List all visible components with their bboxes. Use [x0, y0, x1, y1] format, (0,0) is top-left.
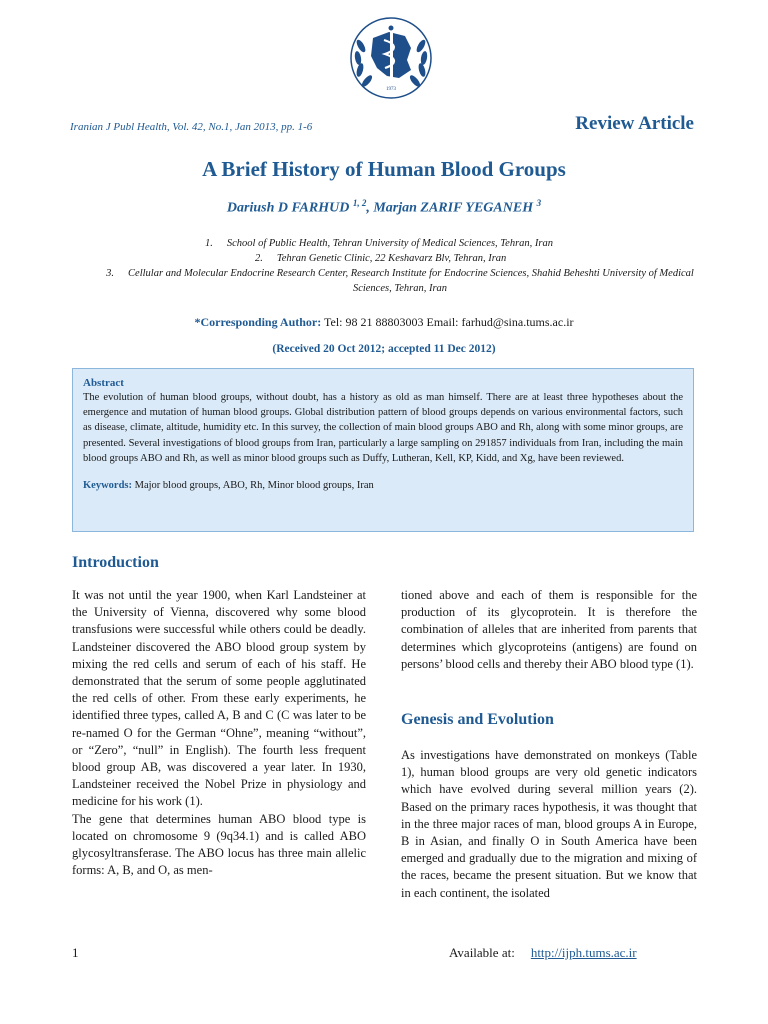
author-affiliation-marker: 3: [536, 198, 542, 208]
affiliation-number: 2.: [255, 253, 263, 264]
keywords-label: Keywords:: [83, 480, 132, 492]
author-separator: ,: [366, 200, 374, 216]
abstract-box: [72, 368, 694, 532]
available-label: Available at:: [449, 945, 515, 960]
journal-url-link[interactable]: http://ijph.tums.ac.ir: [530, 945, 637, 960]
keywords-text: Major blood groups, ABO, Rh, Minor blood groups, Iran: [132, 480, 374, 492]
corresponding-author: [0, 315, 768, 330]
affiliation-text: Tehran Genetic Clinic, 22 Keshavarz Blv, Tehran, Iran: [276, 253, 507, 264]
body-paragraph: The gene that determines human ABO blood type is located on chromosome 9 (9q34.1) and is called ABO glycosyltransferase. The ABO locus has three main allelic forms: A, B, and O, as men-: [72, 811, 366, 878]
body-paragraph: tioned above and each of them is responsible for the production of its glycoprotein. It is therefore the combination of alleles that are inherited from parents that determines which glycoproteins (antigens) are found on persons’ blood cells and thereby their ABO blood type (1).: [401, 588, 697, 671]
corresponding-author-contact: Tel: 98 21 88803003 Email: farhud@sina.tums.ac.ir: [321, 315, 574, 329]
author-name: Marjan ZARIF YEGANEH: [373, 200, 534, 216]
corresponding-author-label: *Corresponding Author:: [194, 315, 322, 329]
abstract-heading: Abstract: [83, 377, 124, 389]
left-column: [72, 587, 366, 879]
affiliation-text: Cellular and Molecular Endocrine Research Center, Research Institute for Endocrine Sciences, Shahid Beheshti University of Medical Sciences, Tehran, Iran: [128, 268, 694, 294]
body-paragraph: It was not until the year 1900, when Karl Landsteiner at the University of Vienna, discovered why some blood transfusions were successful while others could be deadly. Landsteiner discovered the ABO blood group system by mixing the red cells and serum of each of his staff. He demonstrated that the serum of some people agglutinated the red cells of other. From these early experiments, he identified three types, called A, B and C (C was later to be re-named O for the German “Ohne”, meaning “without”, or “Zero”, “null” in English). The fourth less frequent blood group AB, was discovered a year later. In 1930, Landsteiner received the Nobel Prize in physiology and medicine for his work (1).: [72, 588, 366, 809]
received-dates: (Received 20 Oct 2012; accepted 11 Dec 2012): [272, 343, 496, 355]
body-paragraph: As investigations have demonstrated on monkeys (Table 1), human blood groups are very old genetic indicators which have evolved during several million years (2). Based on the primary races hypothesis, it was thought that in the three major races of man, blood groups A in Europe, B in Asian, and finally O in South America have been emerged and gradually due to the migration and mixing of the races, became the present situation. But we know that in each continent, the isolated: [401, 748, 697, 900]
right-column-top: [401, 587, 697, 673]
author-list: [0, 198, 768, 217]
affiliation-item: [255, 251, 506, 266]
svg-text:1973: 1973: [386, 87, 396, 92]
page-number: 1: [72, 945, 79, 960]
right-column-bottom: [401, 747, 697, 902]
affiliation-item: [205, 236, 553, 251]
journal-reference: Iranian J Publ Health, Vol. 42, No.1, Jan 2013, pp. 1-6: [70, 121, 313, 133]
affiliation-text: School of Public Health, Tehran University of Medical Sciences, Tehran, Iran: [226, 238, 554, 249]
affiliation-number: 1.: [205, 238, 213, 249]
article-type-label: Review Article: [575, 113, 694, 134]
section-heading-genesis: Genesis and Evolution: [401, 711, 554, 728]
keywords: [83, 480, 683, 491]
paper-title: A Brief History of Human Blood Groups: [202, 157, 566, 181]
affiliation-number: 3.: [106, 268, 115, 279]
affiliation-item: [100, 266, 700, 296]
journal-emblem-icon: [349, 16, 433, 100]
availability-footer: [449, 945, 637, 961]
section-heading-introduction: Introduction: [72, 554, 159, 571]
abstract-text: The evolution of human blood groups, without doubt, has a history as old as man himself. There are at least three hypotheses about the emergence and mutation of human blood groups. Global distribution pattern of blood groups depends on various environmental factors, such as disease, climate, altitude, humidity etc. In this survey, the collection of main blood groups ABO and Rh, along with some minor groups, are presented. Several investigations of blood groups from Iran, particularly a large sampling on 291857 individuals from Iran, including the main blood groups ABO and Rh, as well as minor blood groups such as Duffy, Lutheran, Kell, KP, Kidd, and Xg, have been reviewed.: [83, 392, 683, 464]
author-name: Dariush D FARHUD: [226, 200, 350, 216]
author-affiliation-marker: 1, 2: [352, 198, 367, 208]
